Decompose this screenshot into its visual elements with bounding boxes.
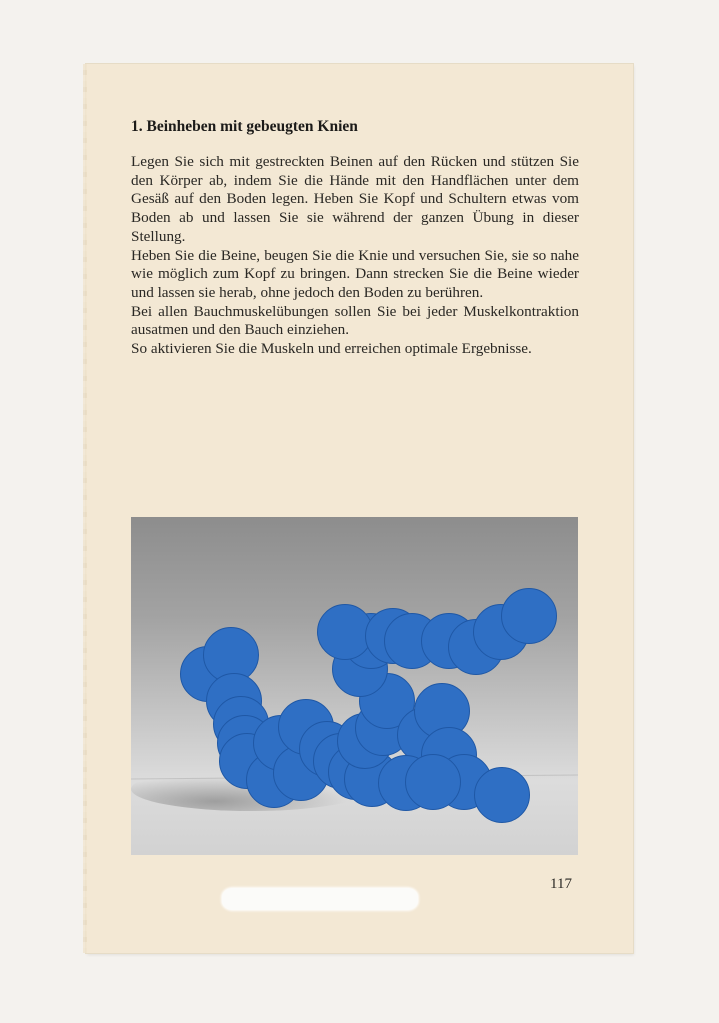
blue-circle	[502, 589, 557, 644]
exercise-text	[131, 153, 579, 359]
paragraph-3: Bei allen Bauchmuskelübungen sollen Sie bei jeder Muskelkontraktion ausatmen und den Bauch einziehen.	[131, 302, 579, 339]
blue-circle	[475, 768, 530, 823]
book-page	[86, 64, 633, 953]
page-number: 117	[550, 876, 572, 892]
exercise-photo	[131, 517, 578, 855]
paragraph-4: So aktivieren Sie die Muskeln und erreichen optimale Ergebnisse.	[131, 340, 532, 358]
blue-circle	[318, 605, 373, 660]
paragraph-1: Legen Sie sich mit gestreckten Beinen auf den Rücken und stützen Sie den Körper ab, indem Sie die Hände mit den Handflächen unter dem Gesäß auf den Boden legen. Heben Sie Kopf und Schultern etwas vom Boden ab und lassen Sie sie während der ganzen Übung in dieser Stellung.	[131, 153, 579, 245]
correction-fluid-mark	[222, 888, 418, 910]
exercise-heading: 1. Beinheben mit gebeugten Knien	[131, 118, 358, 135]
blue-circle-collage	[131, 517, 578, 855]
paragraph-2: Heben Sie die Beine, beugen Sie die Knie und versuchen Sie, sie so nahe wie möglich zum Kopf zu bringen. Dann strecken Sie die Beine wieder und lassen sie herab, ohne jedoch den Boden zu berühren.	[131, 246, 579, 301]
blue-circle	[406, 755, 461, 810]
